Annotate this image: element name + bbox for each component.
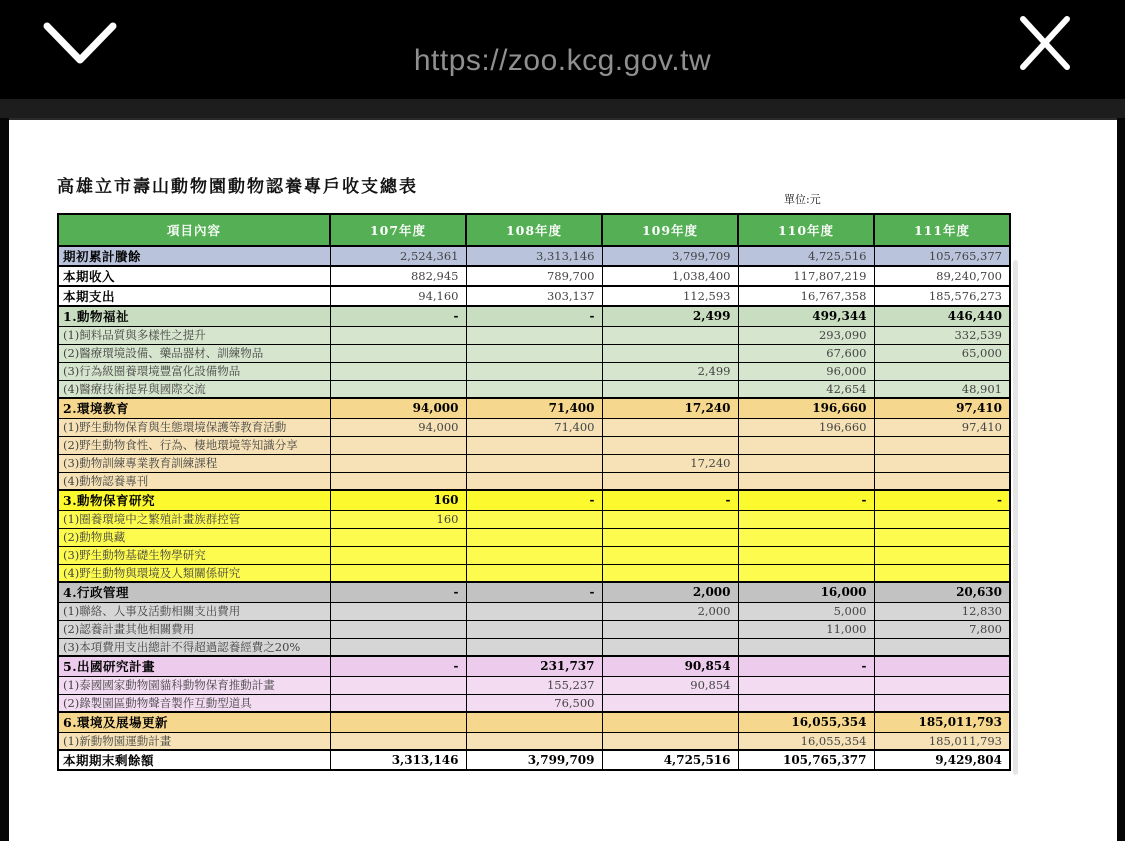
- cell-value: 7,800: [874, 620, 1010, 638]
- cell-value: [466, 712, 602, 732]
- cell-value: -: [738, 656, 874, 676]
- cell-value: -: [330, 582, 466, 602]
- cell-value: 5,000: [738, 602, 874, 620]
- cell-value: [874, 694, 1010, 712]
- table-row: [58, 472, 1010, 490]
- cell-value: [874, 472, 1010, 490]
- table-row: [58, 454, 1010, 472]
- cell-value: [738, 528, 874, 546]
- cell-value: 185,011,793: [874, 712, 1010, 732]
- cell-value: [330, 602, 466, 620]
- cell-value: 332,539: [874, 326, 1010, 344]
- cell-value: [466, 564, 602, 582]
- cell-value: -: [466, 490, 602, 510]
- cell-value: [874, 454, 1010, 472]
- cell-value: [466, 510, 602, 528]
- cell-value: [330, 380, 466, 398]
- cell-value: [330, 436, 466, 454]
- table-row: [58, 362, 1010, 380]
- row-label: 4.行政管理: [58, 582, 330, 602]
- table-row: [58, 656, 1010, 676]
- cell-value: [602, 528, 738, 546]
- cell-value: 2,524,361: [330, 246, 466, 266]
- row-label: 本期期末剩餘額: [58, 750, 330, 770]
- browser-top-bar: [0, 0, 1125, 99]
- cell-value: [330, 546, 466, 564]
- row-label: (3)本項費用支出總計不得超過認養經費之20%: [58, 638, 330, 656]
- cell-value: 105,765,377: [738, 750, 874, 770]
- table-row: [58, 418, 1010, 436]
- cell-value: 48,901: [874, 380, 1010, 398]
- cell-value: [738, 676, 874, 694]
- cell-value: 2,499: [602, 362, 738, 380]
- table-row: [58, 266, 1010, 286]
- cell-value: [330, 326, 466, 344]
- cell-value: 20,630: [874, 582, 1010, 602]
- close-button[interactable]: [1000, 8, 1090, 78]
- row-label: (2)醫療環境設備、藥品器材、訓練物品: [58, 344, 330, 362]
- cell-value: [738, 510, 874, 528]
- cell-value: 16,055,354: [738, 712, 874, 732]
- row-label: 2.環境教育: [58, 398, 330, 418]
- cell-value: -: [466, 582, 602, 602]
- column-header: 項目內容: [58, 214, 330, 246]
- row-label: (2)野生動物食性、行為、棲地環境等知識分享: [58, 436, 330, 454]
- table-row: [58, 398, 1010, 418]
- cell-value: 789,700: [466, 266, 602, 286]
- table-row: [58, 712, 1010, 732]
- cell-value: -: [602, 490, 738, 510]
- table-row: [58, 306, 1010, 326]
- cell-value: [602, 380, 738, 398]
- cell-value: 3,799,709: [466, 750, 602, 770]
- cell-value: [738, 638, 874, 656]
- cell-value: 16,767,358: [738, 286, 874, 306]
- cell-value: 97,410: [874, 398, 1010, 418]
- cell-value: 499,344: [738, 306, 874, 326]
- cell-value: [738, 454, 874, 472]
- cell-value: 196,660: [738, 398, 874, 418]
- cell-value: [466, 454, 602, 472]
- cell-value: 160: [330, 490, 466, 510]
- cell-value: 94,000: [330, 418, 466, 436]
- cell-value: 882,945: [330, 266, 466, 286]
- cell-value: 90,854: [602, 676, 738, 694]
- page-top-shadow: [0, 99, 1125, 118]
- table-row: [58, 344, 1010, 362]
- cell-value: [738, 436, 874, 454]
- page-title: 高雄立市壽山動物園動物認養專戶收支總表: [57, 177, 418, 197]
- cell-value: 90,854: [602, 656, 738, 676]
- column-header: 109年度: [602, 214, 738, 246]
- table-row: [58, 676, 1010, 694]
- vertical-scrollbar[interactable]: [1013, 260, 1018, 775]
- cell-value: [874, 510, 1010, 528]
- row-label: 本期支出: [58, 286, 330, 306]
- cell-value: 3,313,146: [466, 246, 602, 266]
- row-label: 6.環境及展場更新: [58, 712, 330, 732]
- cell-value: [330, 472, 466, 490]
- cell-value: [466, 344, 602, 362]
- cell-value: [330, 620, 466, 638]
- row-label: (1)野生動物保育與生態環境保護等教育活動: [58, 418, 330, 436]
- cell-value: 3,799,709: [602, 246, 738, 266]
- cell-value: [738, 694, 874, 712]
- row-label: 本期收入: [58, 266, 330, 286]
- row-label: (2)動物典藏: [58, 528, 330, 546]
- cell-value: 67,600: [738, 344, 874, 362]
- row-label: 期初累計賸餘: [58, 246, 330, 266]
- cell-value: 71,400: [466, 398, 602, 418]
- cell-value: -: [466, 306, 602, 326]
- cell-value: [602, 436, 738, 454]
- row-label: (1)泰國國家動物園貓科動物保育推動計畫: [58, 676, 330, 694]
- cell-value: [330, 732, 466, 750]
- cell-value: [874, 564, 1010, 582]
- cell-value: 16,055,354: [738, 732, 874, 750]
- cell-value: 105,765,377: [874, 246, 1010, 266]
- cell-value: [330, 676, 466, 694]
- cell-value: [602, 344, 738, 362]
- row-label: (3)動物訓練專業教育訓練課程: [58, 454, 330, 472]
- row-label: (1)飼料品質與多樣性之提升: [58, 326, 330, 344]
- cell-value: 94,000: [330, 398, 466, 418]
- cell-value: -: [738, 490, 874, 510]
- table-row: [58, 510, 1010, 528]
- cell-value: 2,000: [602, 602, 738, 620]
- cell-value: [466, 732, 602, 750]
- cell-value: 71,400: [466, 418, 602, 436]
- cell-value: [602, 732, 738, 750]
- cell-value: [602, 418, 738, 436]
- document-page: [9, 118, 1117, 841]
- cell-value: [330, 362, 466, 380]
- cell-value: [330, 454, 466, 472]
- row-label: (3)行為級圈養環境豐富化設備物品: [58, 362, 330, 380]
- cell-value: 96,000: [738, 362, 874, 380]
- cell-value: 4,725,516: [738, 246, 874, 266]
- row-label: (1)圈養環境中之繁殖計畫族群控管: [58, 510, 330, 528]
- column-header: 110年度: [738, 214, 874, 246]
- cell-value: [602, 546, 738, 564]
- cell-value: -: [330, 306, 466, 326]
- cell-value: 3,313,146: [330, 750, 466, 770]
- cell-value: [330, 564, 466, 582]
- table-row: [58, 380, 1010, 398]
- cell-value: 117,807,219: [738, 266, 874, 286]
- cell-value: [874, 638, 1010, 656]
- cell-value: -: [874, 490, 1010, 510]
- cell-value: [330, 638, 466, 656]
- cell-value: 9,429,804: [874, 750, 1010, 770]
- table-row: [58, 546, 1010, 564]
- table-row: [58, 620, 1010, 638]
- cell-value: [874, 528, 1010, 546]
- cell-value: 89,240,700: [874, 266, 1010, 286]
- unit-label: 單位:元: [784, 193, 821, 206]
- cell-value: [602, 510, 738, 528]
- table-header-row: [58, 214, 1010, 246]
- cell-value: [602, 326, 738, 344]
- cell-value: 17,240: [602, 398, 738, 418]
- cell-value: 160: [330, 510, 466, 528]
- row-label: (4)野生動物與環境及人類關係研究: [58, 564, 330, 582]
- table-row: [58, 638, 1010, 656]
- cell-value: 97,410: [874, 418, 1010, 436]
- row-label: (4)動物認養專刊: [58, 472, 330, 490]
- cell-value: [330, 528, 466, 546]
- cell-value: 293,090: [738, 326, 874, 344]
- close-icon: [1000, 65, 1090, 82]
- cell-value: 196,660: [738, 418, 874, 436]
- cell-value: [466, 436, 602, 454]
- finance-table: [57, 213, 1011, 771]
- cell-value: [602, 564, 738, 582]
- table-row: [58, 732, 1010, 750]
- row-label: (3)野生動物基礎生物學研究: [58, 546, 330, 564]
- column-header: 108年度: [466, 214, 602, 246]
- row-label: (1)聯絡、人事及活動相關支出費用: [58, 602, 330, 620]
- cell-value: [330, 712, 466, 732]
- cell-value: [466, 638, 602, 656]
- table-row: [58, 246, 1010, 266]
- cell-value: [874, 362, 1010, 380]
- cell-value: [466, 362, 602, 380]
- cell-value: 11,000: [738, 620, 874, 638]
- cell-value: 42,654: [738, 380, 874, 398]
- cell-value: [738, 472, 874, 490]
- cell-value: [874, 656, 1010, 676]
- cell-value: -: [330, 656, 466, 676]
- cell-value: [330, 344, 466, 362]
- cell-value: [330, 694, 466, 712]
- table-row: [58, 582, 1010, 602]
- cell-value: [466, 472, 602, 490]
- cell-value: 2,000: [602, 582, 738, 602]
- cell-value: 4,725,516: [602, 750, 738, 770]
- cell-value: 12,830: [874, 602, 1010, 620]
- row-label: (1)新動物園運動計畫: [58, 732, 330, 750]
- cell-value: [602, 472, 738, 490]
- cell-value: 94,160: [330, 286, 466, 306]
- cell-value: 2,499: [602, 306, 738, 326]
- cell-value: 446,440: [874, 306, 1010, 326]
- cell-value: [738, 564, 874, 582]
- cell-value: 16,000: [738, 582, 874, 602]
- cell-value: 303,137: [466, 286, 602, 306]
- table-row: [58, 750, 1010, 770]
- table-row: [58, 490, 1010, 510]
- row-label: (2)認養計畫其他相關費用: [58, 620, 330, 638]
- cell-value: [602, 620, 738, 638]
- table-row: [58, 286, 1010, 306]
- cell-value: [602, 638, 738, 656]
- row-label: 3.動物保育研究: [58, 490, 330, 510]
- cell-value: [738, 546, 874, 564]
- cell-value: 155,237: [466, 676, 602, 694]
- cell-value: [602, 712, 738, 732]
- column-header: 107年度: [330, 214, 466, 246]
- row-label: 5.出國研究計畫: [58, 656, 330, 676]
- cell-value: 112,593: [602, 286, 738, 306]
- table-row: [58, 326, 1010, 344]
- row-label: (4)醫療技術提昇與國際交流: [58, 380, 330, 398]
- cell-value: 185,576,273: [874, 286, 1010, 306]
- table-row: [58, 436, 1010, 454]
- cell-value: [602, 694, 738, 712]
- cell-value: 231,737: [466, 656, 602, 676]
- cell-value: [466, 380, 602, 398]
- cell-value: 17,240: [602, 454, 738, 472]
- cell-value: [874, 436, 1010, 454]
- cell-value: [466, 620, 602, 638]
- cell-value: [466, 602, 602, 620]
- column-header: 111年度: [874, 214, 1010, 246]
- table-row: [58, 528, 1010, 546]
- cell-value: 76,500: [466, 694, 602, 712]
- cell-value: 65,000: [874, 344, 1010, 362]
- row-label: (2)錄製園區動物聲音製作互動型道具: [58, 694, 330, 712]
- cell-value: [466, 546, 602, 564]
- row-label: 1.動物福祉: [58, 306, 330, 326]
- url-text[interactable]: https://zoo.kcg.gov.tw: [413, 44, 712, 77]
- table-row: [58, 602, 1010, 620]
- table-row: [58, 564, 1010, 582]
- cell-value: [466, 326, 602, 344]
- cell-value: 185,011,793: [874, 732, 1010, 750]
- cell-value: [874, 676, 1010, 694]
- cell-value: [466, 528, 602, 546]
- table-row: [58, 694, 1010, 712]
- cell-value: 1,038,400: [602, 266, 738, 286]
- cell-value: [874, 546, 1010, 564]
